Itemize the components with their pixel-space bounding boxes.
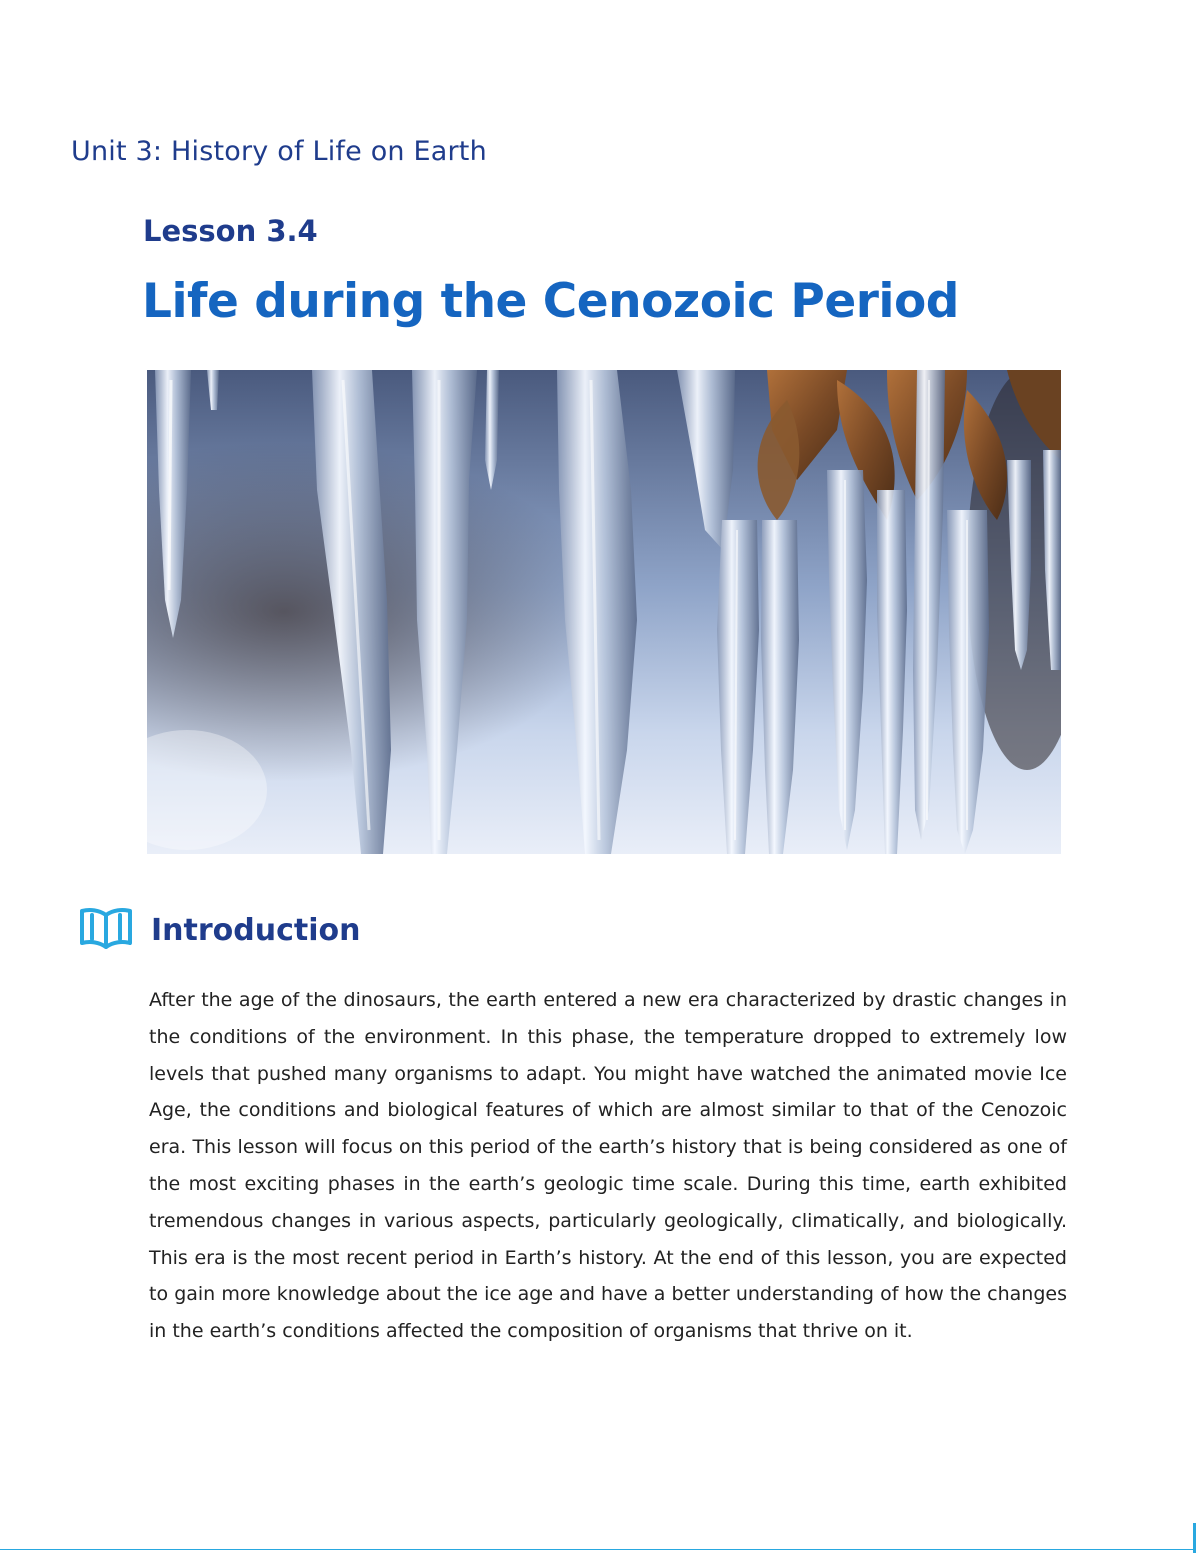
footer-rule <box>0 1549 1193 1550</box>
icicles-illustration <box>147 370 1061 854</box>
footer-page-marker <box>1193 1523 1196 1553</box>
hero-image <box>147 370 1061 854</box>
lesson-title: Life during the Cenozoic Period <box>142 274 959 329</box>
open-book-icon <box>78 906 134 950</box>
introduction-paragraph: After the age of the dinosaurs, the earth entered a new era characterized by drastic changes in the conditions of the environment. In this phase, the temperature dropped to extremely low levels that pushed many organisms to adapt. You might have watched the animated movie Ice Age, the conditions and biological features of which are almost similar to that of the Cenozoic era. This lesson will focus on this period of the earth’s history that is being considered as one of the most exciting phases in the earth’s geologic time scale. During this time, earth exhibited tremendous changes in various aspects, particularly geologically, climatically, and biologically. This era is the most recent period in Earth’s history. At the end of this lesson, you are expected to gain more knowledge about the ice age and have a better understanding of how the changes in the earth’s conditions affected the composition of organisms that thrive on it. <box>149 989 1067 1343</box>
introduction-heading: Introduction <box>151 913 361 948</box>
lesson-number: Lesson 3.4 <box>143 214 318 248</box>
unit-title: Unit 3: History of Life on Earth <box>71 136 487 167</box>
